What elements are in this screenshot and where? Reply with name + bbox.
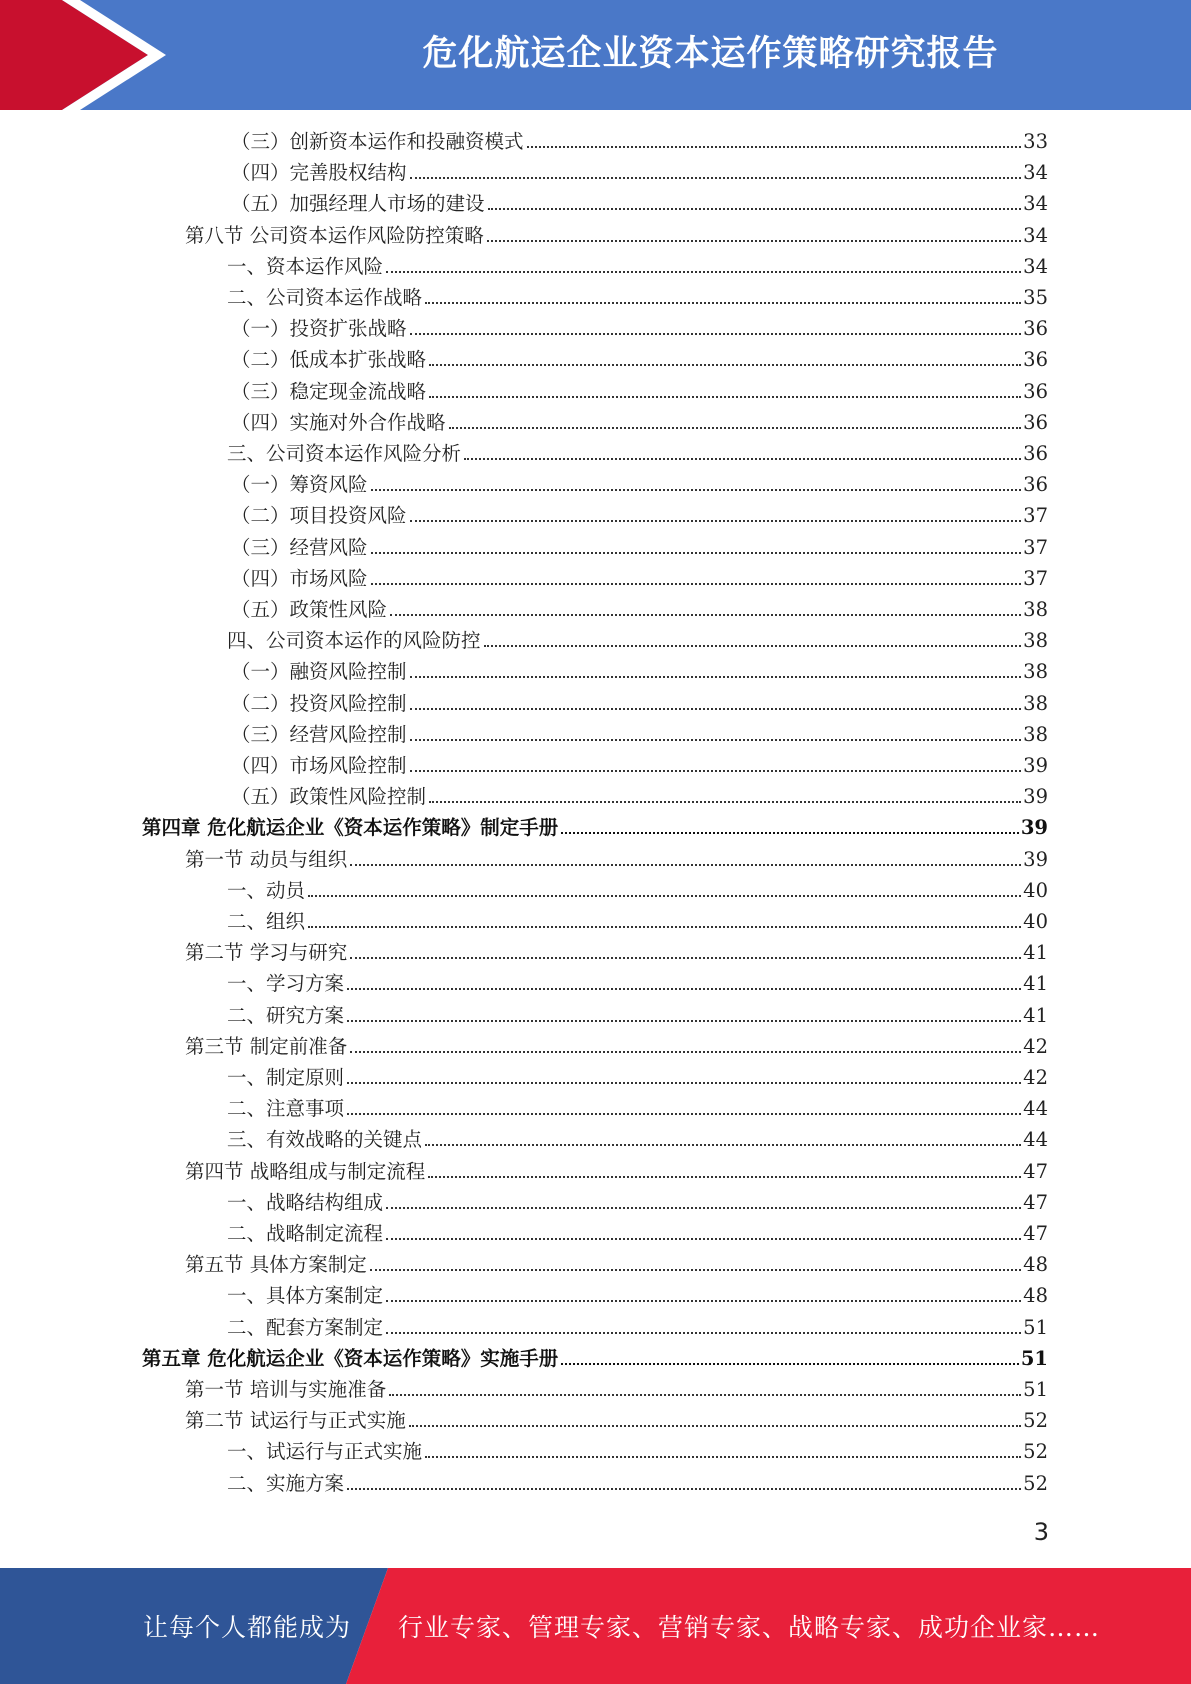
toc-leader-dots (428, 1176, 1021, 1178)
toc-entry-label: 第三节 制定前准备 (185, 1035, 348, 1058)
toc-entry[interactable] (142, 1343, 1048, 1374)
toc-entry-label: 一、资本运作风险 (227, 255, 384, 278)
toc-entry-page: 34 (1023, 255, 1048, 278)
toc-leader-dots (390, 614, 1021, 616)
toc-leader-dots (386, 1238, 1021, 1240)
toc-entry-page: 36 (1023, 348, 1048, 371)
toc-entry-page: 52 (1023, 1472, 1048, 1495)
toc-leader-dots (561, 1363, 1019, 1365)
toc-leader-dots (347, 988, 1021, 990)
toc-entry-page: 48 (1023, 1284, 1048, 1307)
toc-entry-page: 38 (1023, 629, 1048, 652)
toc-entry-page: 42 (1023, 1066, 1048, 1089)
toc-entry[interactable] (227, 625, 1048, 656)
toc-entry-page: 42 (1023, 1035, 1048, 1058)
toc-leader-dots (410, 676, 1022, 678)
toc-entry-label: （二）项目投资风险 (231, 504, 407, 527)
toc-entry-page: 39 (1023, 848, 1048, 871)
toc-entry[interactable] (227, 438, 1048, 469)
toc-leader-dots (409, 1425, 1021, 1427)
toc-entry-page: 47 (1023, 1222, 1048, 1245)
footer-slogan-left: 让每个人都能成为 (143, 1613, 352, 1642)
toc-entry-page: 36 (1023, 442, 1048, 465)
toc-entry-page: 52 (1023, 1409, 1048, 1432)
toc-entry-page: 44 (1023, 1097, 1048, 1120)
toc-entry[interactable] (227, 251, 1048, 282)
toc-entry[interactable] (185, 220, 1048, 251)
toc-entry-label: （四）市场风险 (231, 567, 368, 590)
toc-leader-dots (429, 801, 1021, 803)
toc-entry-label: （三）创新资本运作和投融资模式 (231, 130, 524, 153)
toc-entry[interactable] (231, 594, 1048, 625)
toc-entry-label: （四）市场风险控制 (231, 754, 407, 777)
toc-entry[interactable] (227, 1093, 1048, 1124)
toc-leader-dots (386, 1300, 1021, 1302)
toc-leader-dots (371, 583, 1022, 585)
toc-entry-page: 36 (1023, 317, 1048, 340)
toc-entry-page: 40 (1023, 879, 1048, 902)
toc-entry-page: 40 (1023, 910, 1048, 933)
toc-entry-page: 51 (1020, 1347, 1048, 1370)
toc-entry-label: 二、组织 (227, 910, 306, 933)
toc-leader-dots (389, 1394, 1021, 1396)
toc-entry-label: （一）融资风险控制 (231, 660, 407, 683)
toc-entry[interactable] (185, 1405, 1048, 1436)
toc-entry-page: 52 (1023, 1440, 1048, 1463)
toc-entry-label: （五）政策性风险 (231, 598, 388, 621)
toc-leader-dots (527, 146, 1022, 148)
toc-entry-label: 一、试运行与正式实施 (227, 1440, 423, 1463)
toc-leader-dots (410, 739, 1022, 741)
toc-entry[interactable] (185, 937, 1048, 968)
toc-entry-page: 39 (1020, 816, 1048, 839)
toc-entry[interactable] (231, 157, 1048, 188)
toc-entry[interactable] (231, 126, 1048, 157)
toc-entry-page: 41 (1023, 941, 1048, 964)
toc-entry-page: 39 (1023, 754, 1048, 777)
toc-entry-label: 一、具体方案制定 (227, 1284, 384, 1307)
toc-entry[interactable] (227, 1312, 1048, 1343)
toc-entry[interactable] (185, 1156, 1048, 1187)
toc-leader-dots (347, 1488, 1021, 1490)
toc-entry-page: 51 (1023, 1378, 1048, 1401)
toc-entry[interactable] (227, 1187, 1048, 1218)
toc-entry[interactable] (227, 1280, 1048, 1311)
toc-entry-label: 二、研究方案 (227, 1004, 345, 1027)
toc-entry-label: （三）稳定现金流战略 (231, 380, 427, 403)
toc-leader-dots (350, 864, 1021, 866)
toc-leader-dots (370, 1269, 1021, 1271)
toc-entry[interactable] (231, 188, 1048, 219)
page-footer (0, 1568, 1191, 1684)
toc-entry-label: 二、战略制定流程 (227, 1222, 384, 1245)
toc-entry-label: 第二节 学习与研究 (185, 941, 348, 964)
toc-entry[interactable] (231, 407, 1048, 438)
toc-entry-label: 二、实施方案 (227, 1472, 345, 1495)
toc-entry[interactable] (227, 282, 1048, 313)
toc-entry-page: 34 (1023, 161, 1048, 184)
toc-entry-page: 38 (1023, 598, 1048, 621)
toc-entry[interactable] (231, 532, 1048, 563)
toc-leader-dots (425, 1456, 1021, 1458)
toc-leader-dots (429, 364, 1021, 366)
toc-entry-page: 47 (1023, 1160, 1048, 1183)
toc-entry-label: （四）完善股权结构 (231, 161, 407, 184)
toc-entry-label: 一、动员 (227, 879, 306, 902)
toc-entry[interactable] (227, 1000, 1048, 1031)
toc-entry[interactable] (185, 1031, 1048, 1062)
toc-entry[interactable] (231, 750, 1048, 781)
toc-entry-label: （一）筹资风险 (231, 473, 368, 496)
page-number: 3 (1033, 1518, 1049, 1546)
toc-entry-page: 47 (1023, 1191, 1048, 1214)
toc-entry-page: 48 (1023, 1253, 1048, 1276)
toc-leader-dots (425, 302, 1021, 304)
toc-entry-label: 三、有效战略的关键点 (227, 1128, 423, 1151)
toc-entry-page: 39 (1023, 785, 1048, 808)
toc-entry-page: 37 (1023, 504, 1048, 527)
toc-entry-label: （三）经营风险控制 (231, 723, 407, 746)
toc-entry-label: 一、学习方案 (227, 972, 345, 995)
toc-entry-page: 35 (1023, 286, 1048, 309)
toc-entry-label: 第一节 培训与实施准备 (185, 1378, 387, 1401)
toc-leader-dots (386, 1207, 1021, 1209)
toc-leader-dots (449, 427, 1022, 429)
toc-entry[interactable] (142, 812, 1048, 843)
toc-entry-page: 36 (1023, 380, 1048, 403)
toc-entry[interactable] (185, 844, 1048, 875)
toc-entry[interactable] (231, 781, 1048, 812)
toc-entry[interactable] (231, 688, 1048, 719)
toc-entry-label: 四、公司资本运作的风险防控 (227, 629, 481, 652)
toc-leader-dots (308, 926, 1021, 928)
toc-entry[interactable] (231, 344, 1048, 375)
toc-leader-dots (484, 645, 1022, 647)
toc-entry-label: 三、公司资本运作风险分析 (227, 442, 462, 465)
toc-leader-dots (561, 832, 1019, 834)
toc-leader-dots (386, 1332, 1021, 1334)
toc-leader-dots (347, 1113, 1021, 1115)
toc-entry-label: （四）实施对外合作战略 (231, 411, 446, 434)
toc-entry-label: 第一节 动员与组织 (185, 848, 348, 871)
toc-entry-label: 第二节 试运行与正式实施 (185, 1409, 406, 1432)
toc-entry[interactable] (227, 1124, 1048, 1155)
toc-entry-label: （五）政策性风险控制 (231, 785, 427, 808)
toc-entry-label: 二、公司资本运作战略 (227, 286, 423, 309)
toc-leader-dots (410, 177, 1022, 179)
report-title: 危化航运企业资本运作策略研究报告 (422, 34, 999, 74)
toc-leader-dots (464, 458, 1021, 460)
toc-entry-page: 36 (1023, 473, 1048, 496)
toc-entry[interactable] (231, 719, 1048, 750)
toc-leader-dots (487, 240, 1021, 242)
toc-entry-label: （三）经营风险 (231, 536, 368, 559)
toc-leader-dots (410, 708, 1022, 710)
toc-entry[interactable] (185, 1249, 1048, 1280)
page-header (0, 0, 1191, 110)
toc-leader-dots (488, 208, 1022, 210)
toc-entry[interactable] (231, 656, 1048, 687)
toc-entry[interactable] (227, 875, 1048, 906)
toc-entry-page: 38 (1023, 723, 1048, 746)
toc-entry-label: 一、战略结构组成 (227, 1191, 384, 1214)
toc-leader-dots (371, 552, 1022, 554)
toc-entry-label: 第四章 危化航运企业《资本运作策略》制定手册 (142, 816, 559, 839)
toc-entry-page: 37 (1023, 567, 1048, 590)
toc-leader-dots (410, 520, 1022, 522)
toc-entry-label: （一）投资扩张战略 (231, 317, 407, 340)
toc-entry-page: 38 (1023, 660, 1048, 683)
toc-leader-dots (386, 271, 1021, 273)
toc-leader-dots (410, 770, 1022, 772)
toc-entry-label: 二、配套方案制定 (227, 1316, 384, 1339)
toc-entry-page: 41 (1023, 972, 1048, 995)
toc-entry-page: 44 (1023, 1128, 1048, 1151)
toc-entry-label: 一、制定原则 (227, 1066, 345, 1089)
toc-entry[interactable] (227, 906, 1048, 937)
toc-leader-dots (350, 1051, 1021, 1053)
toc-entry[interactable] (231, 313, 1048, 344)
toc-entry-label: （五）加强经理人市场的建设 (231, 192, 485, 215)
toc-entry-label: 第四节 战略组成与制定流程 (185, 1160, 426, 1183)
toc-entry-page: 38 (1023, 692, 1048, 715)
toc-leader-dots (347, 1082, 1021, 1084)
toc-entry[interactable] (231, 500, 1048, 531)
toc-entry-label: （二）低成本扩张战略 (231, 348, 427, 371)
toc-leader-dots (410, 333, 1022, 335)
toc-entry[interactable] (231, 469, 1048, 500)
toc-entry-label: （二）投资风险控制 (231, 692, 407, 715)
toc-entry[interactable] (227, 968, 1048, 999)
toc-leader-dots (429, 396, 1021, 398)
toc-entry-label: 二、注意事项 (227, 1097, 345, 1120)
toc-entry-label: 第八节 公司资本运作风险防控策略 (185, 224, 484, 247)
toc-entry[interactable] (231, 563, 1048, 594)
toc-leader-dots (425, 1144, 1021, 1146)
toc-entry[interactable] (231, 376, 1048, 407)
toc-entry[interactable] (227, 1218, 1048, 1249)
toc-entry[interactable] (185, 1374, 1048, 1405)
toc-leader-dots (347, 1020, 1021, 1022)
toc-entry-label: 第五章 危化航运企业《资本运作策略》实施手册 (142, 1347, 559, 1370)
toc-entry-page: 51 (1023, 1316, 1048, 1339)
toc-entry-page: 34 (1023, 224, 1048, 247)
toc-entry-page: 36 (1023, 411, 1048, 434)
toc-entry-page: 37 (1023, 536, 1048, 559)
toc-entry-page: 33 (1023, 130, 1048, 153)
toc-entry[interactable] (227, 1062, 1048, 1093)
toc-entry[interactable] (227, 1436, 1048, 1467)
toc-entry-page: 41 (1023, 1004, 1048, 1027)
footer-slogan-right: 行业专家、管理专家、营销专家、战略专家、成功企业家…… (398, 1613, 1101, 1642)
toc-leader-dots (371, 489, 1022, 491)
toc-leader-dots (308, 895, 1021, 897)
toc-entry-label: 第五节 具体方案制定 (185, 1253, 367, 1276)
toc-entry[interactable] (227, 1468, 1048, 1499)
toc-leader-dots (350, 957, 1021, 959)
toc-entry-page: 34 (1023, 192, 1048, 215)
